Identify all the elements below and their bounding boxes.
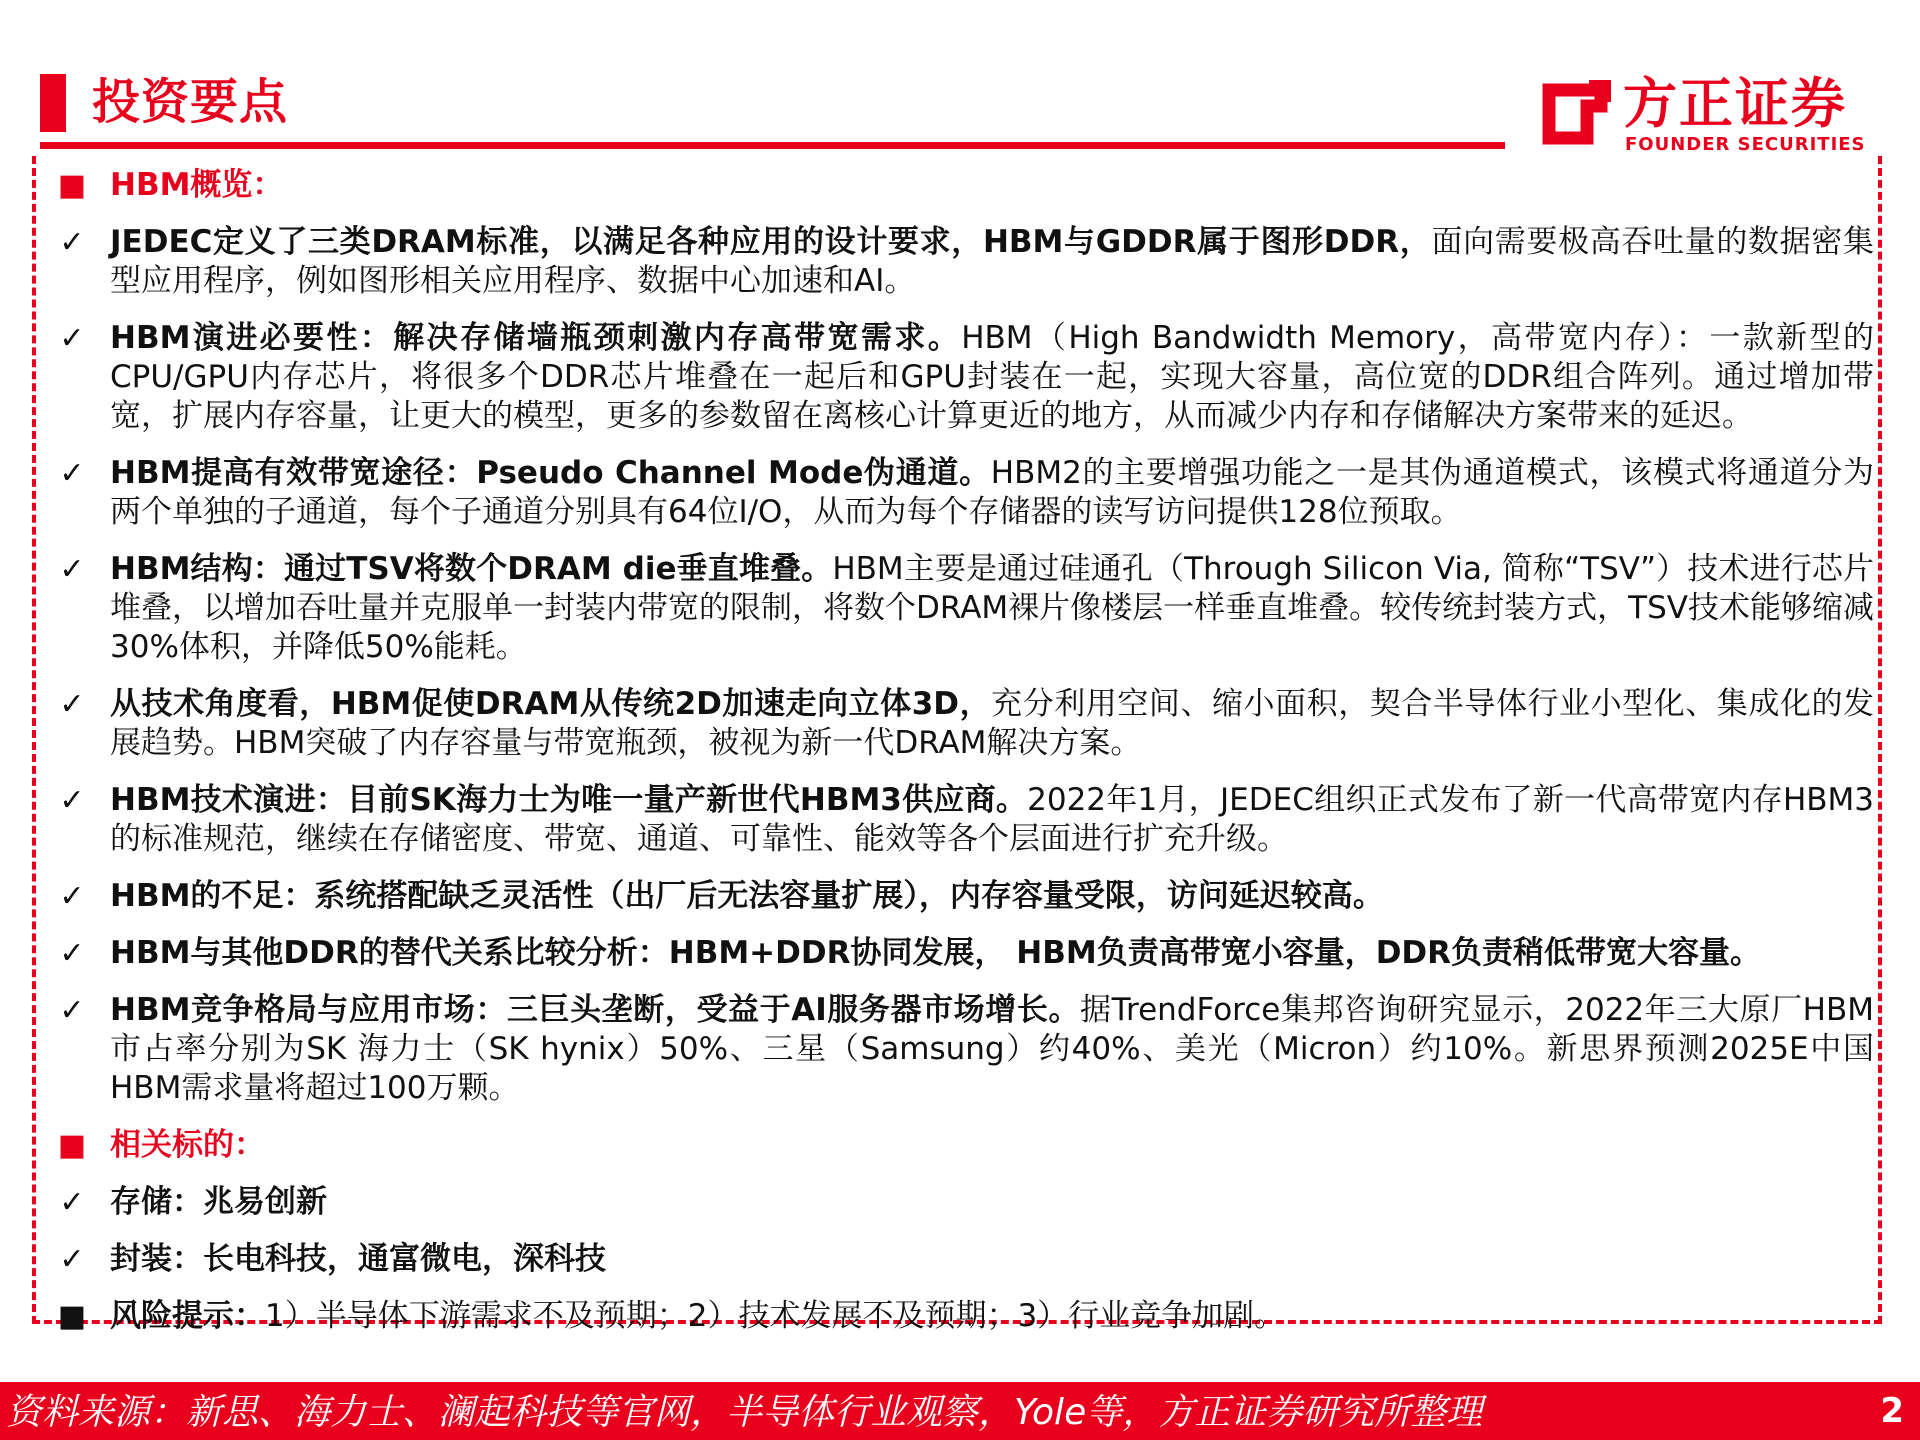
footer-bar — [0, 1382, 1920, 1440]
item-bold-text: HBM提高有效带宽途径：Pseudo Channel Mode伪通道。 — [110, 455, 991, 491]
section-heading-label: 相关标的： — [110, 1127, 265, 1163]
item-text: 面向需要极高吞吐量的数据密集型应用程序，例如图形相关应用程序、数据中心加速和AI。 — [110, 224, 1874, 299]
page-title: 投资要点 — [92, 74, 289, 130]
square-bullet-icon: ■ — [57, 168, 87, 203]
section-heading-targets — [48, 1126, 1874, 1165]
item-text: 2022年1月，JEDEC组织正式发布了新一代高带宽内存HBM3的标准规范，继续在存储密度、带宽、通道、可靠性、能效等各个层面进行扩充升级。 — [110, 782, 1874, 857]
list-item — [48, 1183, 1874, 1222]
item-text: HBM2的主要增强功能之一是其伪通道模式，该模式将通道分为两个单独的子通道，每个子通道分别具有64位I/O，从而为每个存储器的读写访问提供128位预取。 — [110, 455, 1874, 530]
checkmark-icon: ✓ — [59, 936, 85, 971]
item-bold-text: JEDEC定义了三类DRAM标准，以满足各种应用的设计要求，HBM与GDDR属于图形DDR， — [110, 224, 1432, 260]
title-accent-bar — [40, 74, 66, 132]
checkmark-icon: ✓ — [59, 993, 85, 1028]
risk-warning — [48, 1297, 1874, 1336]
item-bold-text: HBM的不足：系统搭配缺乏灵活性（出厂后无法容量扩展），内存容量受限，访问延迟较高。 — [110, 878, 1384, 914]
square-bullet-icon: ■ — [57, 1299, 87, 1334]
item-bold-text: 封装：长电科技，通富微电，深科技 — [110, 1241, 606, 1277]
source-note: 资料来源：新思、海力士、澜起科技等官网，半导体行业观察，Yole等，方正证券研究所整理 — [6, 1392, 1483, 1433]
header-rule — [40, 142, 1505, 149]
list-item — [48, 781, 1874, 859]
logo-english-name: FOUNDER SECURITIES — [1625, 134, 1866, 155]
item-bold-text: HBM结构：通过TSV将数个DRAM die垂直堆叠。 — [110, 551, 833, 587]
item-bold-text: 存储：兆易创新 — [110, 1184, 327, 1220]
list-item — [48, 223, 1874, 301]
checkmark-icon: ✓ — [59, 456, 85, 491]
founder-securities-logo — [1535, 74, 1895, 162]
checkmark-icon: ✓ — [59, 1242, 85, 1277]
square-bullet-icon: ■ — [57, 1128, 87, 1163]
item-bold-text: HBM竞争格局与应用市场：三巨头垄断，受益于AI服务器市场增长。 — [110, 992, 1081, 1028]
list-item — [48, 319, 1874, 436]
list-item — [48, 877, 1874, 916]
checkmark-icon: ✓ — [59, 879, 85, 914]
item-bold-text: 从技术角度看，HBM促使DRAM从传统2D加速走向立体3D， — [110, 686, 992, 722]
checkmark-icon: ✓ — [59, 225, 85, 260]
list-item — [48, 991, 1874, 1108]
item-bold-text: HBM与其他DDR的替代关系比较分析：HBM+DDR协同发展， HBM负责高带宽小容量，DDR负责稍低带宽大容量。 — [110, 935, 1762, 971]
risk-label: 风险提示： — [110, 1298, 265, 1334]
item-bold-text: HBM演进必要性：解决存储墙瓶颈刺激内存高带宽需求。 — [110, 320, 962, 356]
checkmark-icon: ✓ — [59, 1185, 85, 1220]
checkmark-icon: ✓ — [59, 687, 85, 722]
section-heading-label: HBM概览： — [110, 167, 284, 203]
item-bold-text: HBM技术演进：目前SK海力士为唯一量产新世代HBM3供应商。 — [110, 782, 1028, 818]
item-text: HBM（High Bandwidth Memory，高带宽内存）：一款新型的CPU/GPU内存芯片，将很多个DDR芯片堆叠在一起后和GPU封装在一起，实现大容量，高位宽的DDR组合阵列。通过增加带宽，扩展内存容量，让更大的模型，更多的参数留在离核心计算更近的地方，从而减少内存和存储解决方案带来的延迟。 — [110, 320, 1874, 434]
logo-chinese-name: 方正证券 — [1623, 72, 1847, 135]
founder-logo-icon — [1535, 76, 1615, 156]
checkmark-icon: ✓ — [59, 552, 85, 587]
checkmark-icon: ✓ — [59, 783, 85, 818]
item-text: 据TrendForce集邦咨询研究显示，2022年三大原厂HBM市占率分别为SK 海力士（SK hynix）50%、三星（Samsung）约40%、美光（Micron）约10%。新思界预测2025E中国HBM需求量将超过100万颗。 — [110, 992, 1874, 1106]
checkmark-icon: ✓ — [59, 321, 85, 356]
list-item — [48, 1240, 1874, 1279]
risk-text: 1）半导体下游需求不及预期；2）技术发展不及预期；3）行业竞争加剧。 — [265, 1298, 1286, 1334]
list-item — [48, 454, 1874, 532]
list-item — [48, 934, 1874, 973]
item-text: 充分利用空间、缩小面积，契合半导体行业小型化、集成化的发展趋势。HBM突破了内存容量与带宽瓶颈，被视为新一代DRAM解决方案。 — [110, 686, 1875, 761]
section-heading-overview — [48, 166, 1874, 205]
page-number: 2 — [1880, 1391, 1904, 1431]
item-text: HBM主要是通过硅通孔（Through Silicon Via, 简称“TSV”）技术进行芯片堆叠，以增加吞吐量并克服单一封装内带宽的限制，将数个DRAM裸片像楼层一样垂直堆叠。较传统封装方式，TSV技术能够缩减30%体积，并降低50%能耗。 — [110, 551, 1874, 665]
list-item — [48, 550, 1874, 667]
bullet-list — [48, 166, 1874, 1336]
list-item — [48, 685, 1874, 763]
